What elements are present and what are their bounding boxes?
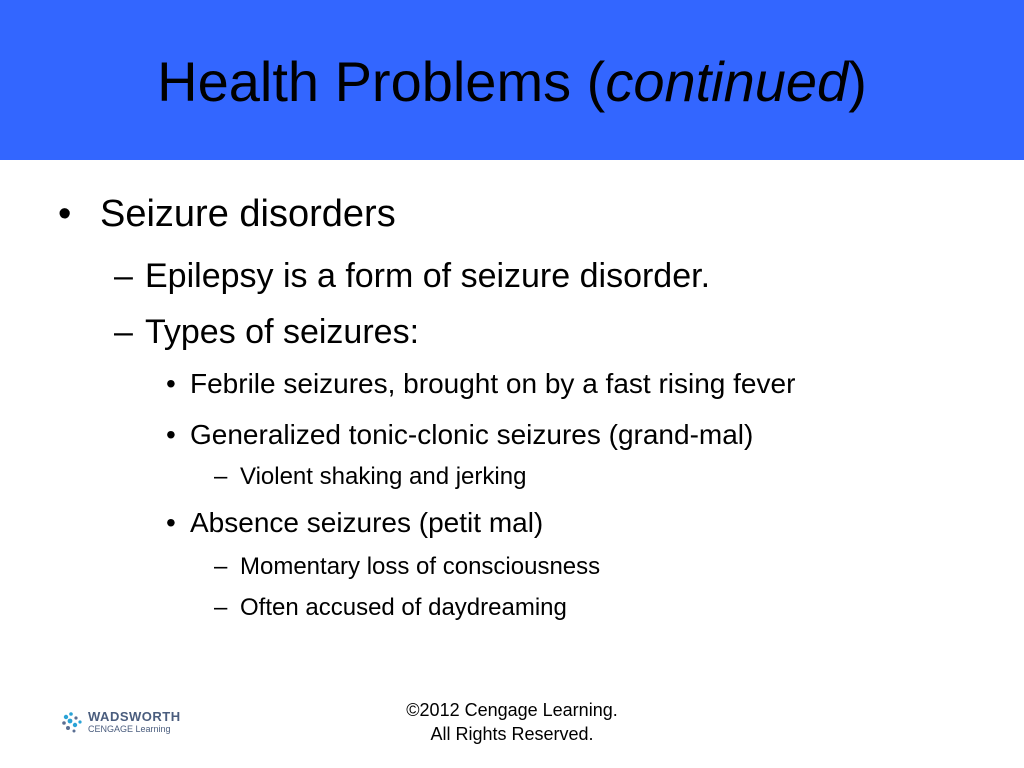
detail-item: Often accused of daydreaming xyxy=(240,594,567,621)
sub-item: Epilepsy is a form of seizure disorder. xyxy=(145,257,711,295)
copyright-line-1: ©2012 Cengage Learning. xyxy=(406,700,618,720)
dash-marker: – xyxy=(214,553,228,580)
bullet-marker: • xyxy=(166,368,176,399)
logo-wordmark: WADSWORTH xyxy=(88,709,181,724)
wadsworth-logo xyxy=(60,707,190,739)
title-close: ) xyxy=(848,50,867,113)
bullet-marker: • xyxy=(58,193,72,235)
sub-sub-item: Febrile seizures, brought on by a fast rising fever xyxy=(190,368,796,399)
sub-sub-item: Generalized tonic-clonic seizures (grand-mal) xyxy=(190,419,754,450)
sub-item: Types of seizures: xyxy=(145,313,420,351)
detail-item: Momentary loss of consciousness xyxy=(240,553,601,580)
dash-marker: – xyxy=(214,594,228,621)
sub-sub-item: Absence seizures (petit mal) xyxy=(190,507,544,538)
copyright-footer xyxy=(312,698,712,746)
dash-marker: – xyxy=(114,257,133,295)
dash-marker: – xyxy=(214,463,228,490)
bullet-marker: • xyxy=(166,419,176,450)
bullet-item: Seizure disorders xyxy=(100,193,396,235)
cengage-dots-icon xyxy=(60,709,86,735)
copyright-line-2: All Rights Reserved. xyxy=(430,724,594,744)
title-italic: continued xyxy=(605,50,849,113)
detail-item: Violent shaking and jerking xyxy=(240,463,527,490)
logo-subtitle: CENGAGE Learning xyxy=(88,724,171,734)
bullet-marker: • xyxy=(166,507,176,538)
dash-marker: – xyxy=(114,313,133,351)
title-main: Health Problems ( xyxy=(157,50,606,113)
